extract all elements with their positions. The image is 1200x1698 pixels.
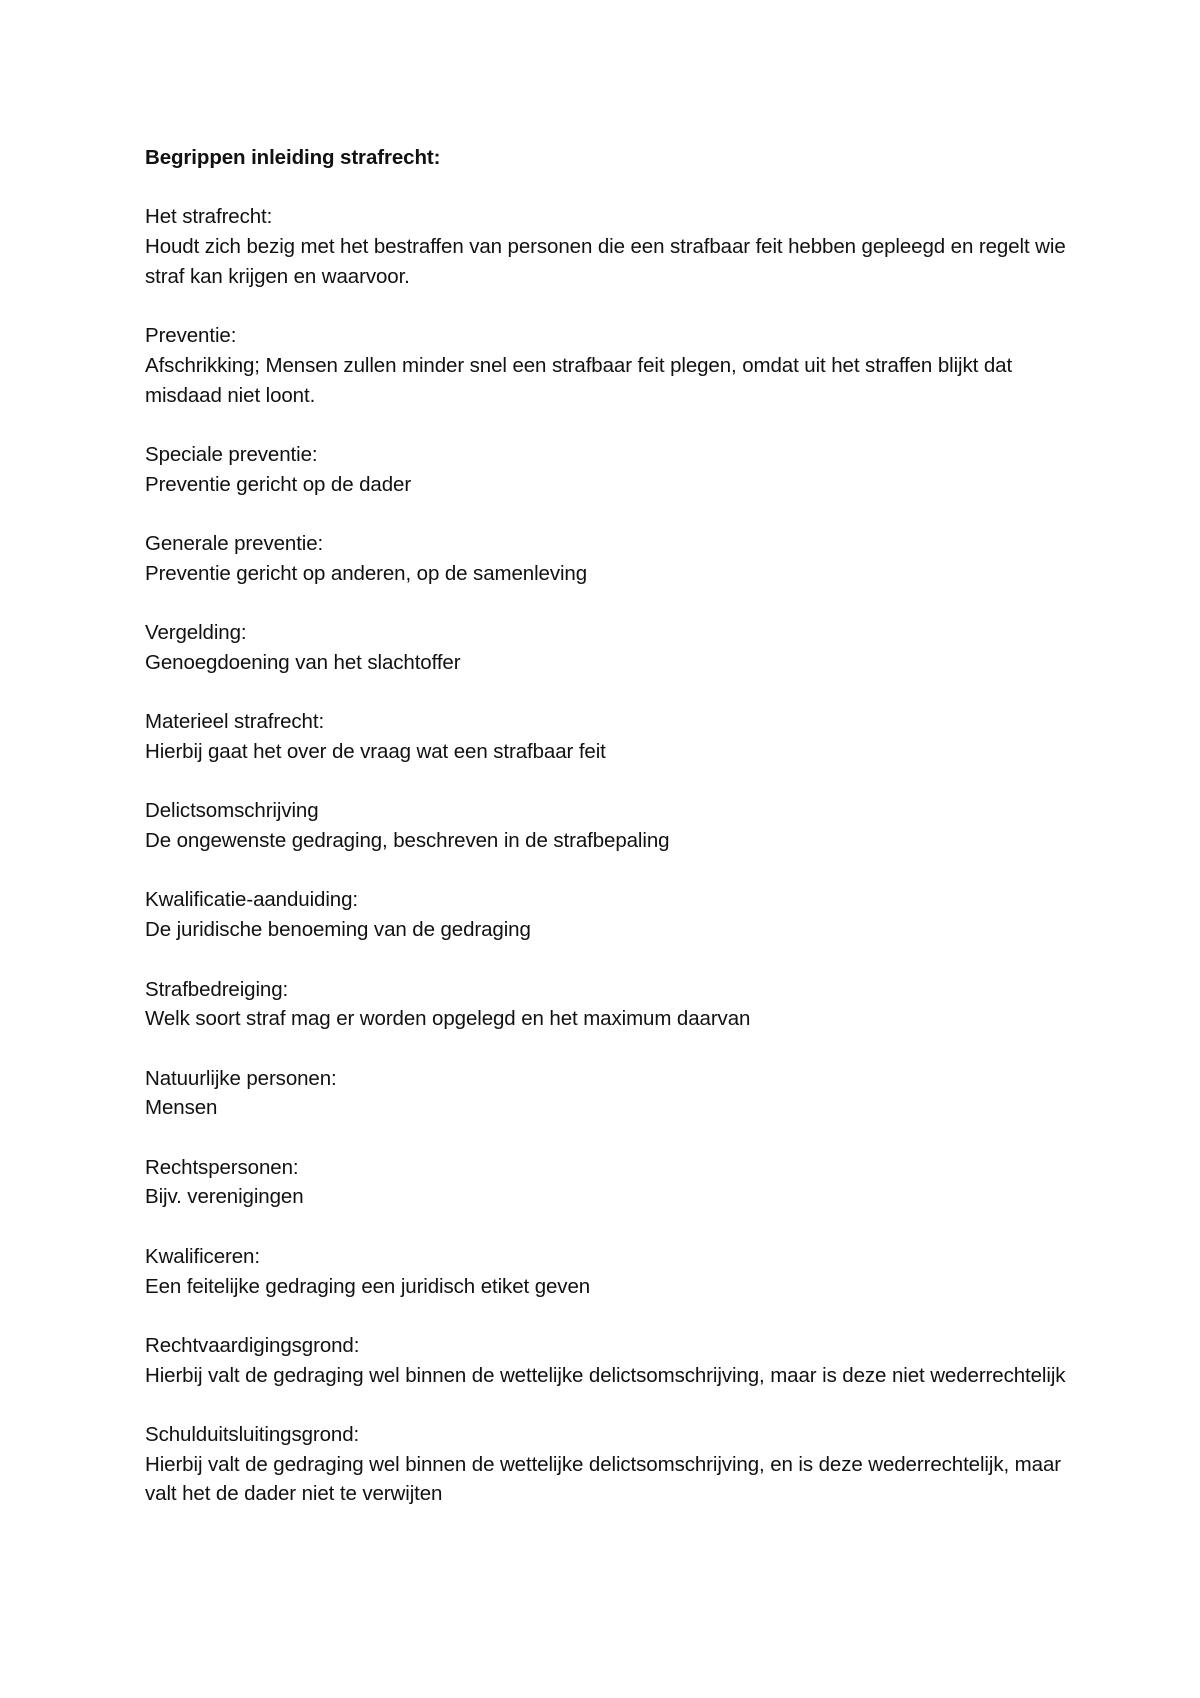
entry-preventie [145, 321, 1085, 410]
entry-definition: Mensen [145, 1096, 218, 1120]
entry-term: Schulduitsluitingsgrond: [145, 1423, 360, 1447]
entry-term: Natuurlijke personen: [145, 1066, 337, 1090]
entry-term: Kwalificatie-aanduiding: [145, 888, 358, 912]
entry-definition: Houdt zich bezig met het bestraffen van personen die een strafbaar feit hebben gepleegd en regelt wie straf kan krijgen en waarvoor. [145, 235, 1066, 288]
entry-term: Preventie: [145, 324, 237, 348]
entry-term: Delictsomschrijving [145, 799, 319, 823]
entry-generale-preventie [145, 529, 1085, 588]
entry-schulduitsluitingsgrond [145, 1420, 1085, 1509]
entry-term: Generale preventie: [145, 532, 324, 556]
document-title: Begrippen inleiding strafrecht: [145, 146, 441, 169]
entry-term: Kwalificeren: [145, 1244, 260, 1268]
entry-definition: Hierbij valt de gedraging wel binnen de wettelijke delictsomschrijving, en is deze wederrechtelijk, maar valt het de dader niet te verwijten [145, 1452, 1061, 1506]
entry-definition: Preventie gericht op anderen, op de samenleving [145, 561, 588, 585]
entry-definition: De juridische benoeming van de gedraging [145, 918, 531, 942]
entry-term: Speciale preventie: [145, 442, 318, 466]
entry-definition: Een feitelijke gedraging een juridisch etiket geven [145, 1274, 591, 1298]
entry-rechtspersonen [145, 1153, 1085, 1212]
entry-definition: Afschrikking; Mensen zullen minder snel een strafbaar feit plegen, omdat uit het straffen blijkt dat misdaad niet loont. [145, 353, 1013, 407]
entry-het-strafrecht [145, 202, 1085, 291]
entry-speciale-preventie [145, 440, 1085, 499]
entry-definition: De ongewenste gedraging, beschreven in de strafbepaling [145, 829, 670, 853]
entry-term: Rechtspersonen: [145, 1155, 299, 1179]
entry-strafbedreiging [145, 975, 1085, 1034]
entry-rechtvaardigingsgrond [145, 1331, 1085, 1390]
entry-definition: Bijv. verenigingen [145, 1185, 304, 1209]
entry-term: Rechtvaardigingsgrond: [145, 1333, 360, 1357]
entry-definition: Preventie gericht op de dader [145, 472, 412, 496]
entry-definition: Welk soort straf mag er worden opgelegd en het maximum daarvan [145, 1007, 751, 1031]
entry-materieel-strafrecht [145, 707, 1085, 766]
entry-term: Materieel strafrecht: [145, 710, 325, 734]
entry-definition: Hierbij gaat het over de vraag wat een strafbaar feit [145, 739, 606, 763]
entry-kwalificeren [145, 1242, 1085, 1301]
entry-vergelding [145, 618, 1085, 677]
entry-natuurlijke-personen [145, 1064, 1085, 1123]
document-page [145, 143, 1085, 1539]
entry-definition: Hierbij valt de gedraging wel binnen de wettelijke delictsomschrijving, maar is deze niet wederrechtelijk [145, 1363, 1066, 1387]
entry-definition: Genoegdoening van het slachtoffer [145, 650, 461, 674]
entry-term: Het strafrecht: [145, 205, 273, 229]
entry-delictsomschrijving [145, 796, 1085, 855]
entry-term: Vergelding: [145, 621, 247, 645]
entry-kwalificatie-aanduiding [145, 885, 1085, 944]
entry-term: Strafbedreiging: [145, 977, 289, 1001]
